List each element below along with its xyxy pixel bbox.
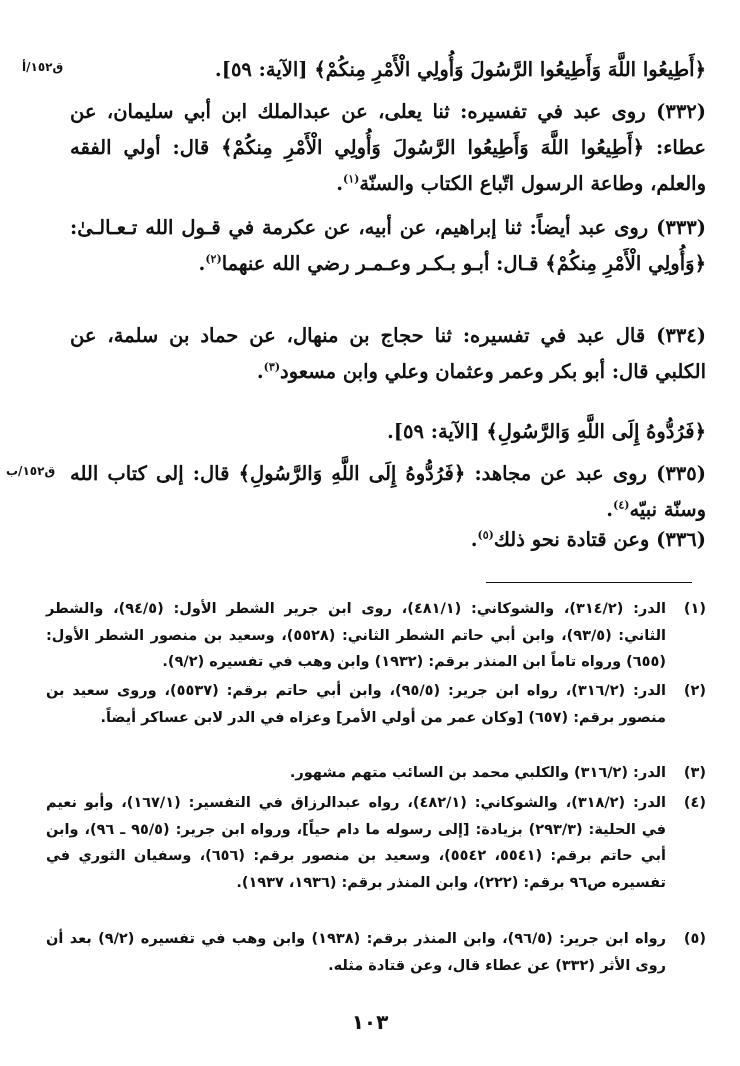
- paragraph-number: (٣٣٦): [656, 528, 706, 551]
- verse-text: ﴿فَرُدُّوهُ إِلَى اللَّهِ وَالرَّسُولِ﴾ [الآية: ٥٩].: [386, 420, 706, 443]
- footnote-ref: (٢): [205, 252, 222, 266]
- paragraph-number: (٣٣٢): [656, 100, 706, 123]
- paragraph-text: وعن قتادة نحو ذلك: [493, 528, 650, 551]
- footnote-number: (١): [683, 601, 706, 617]
- paragraph-332: (٣٣٢) روى عبد في تفسيره: ثنا يعلى، عن عبدالملك ابن أبي سليمان، عن عطاء: ﴿أَطِيعُوا اللَّهَ وَأَطِيعُوا الرَّسُولَ وَأُولِي الْأَمْرِ مِنكُمْ﴾ قال: أولي الفقه والعلم، وطاعة الرسول اتّباع الكتاب والسنّة$^{(١)}$.: [70, 100, 706, 195]
- paragraph-number: (٣٣٣): [656, 216, 706, 239]
- footnote-number: (٣): [683, 765, 706, 781]
- footnote-text: الدر: (٣١٤/٢)، والشوكاني: (٤٨١/١)، روى ابن جرير الشطر الأول: (٩٤/٥)، والشطر الثاني: (٩٣/٥)، وابن أبي حاتم الشطر الثاني: (٥٥٢٨)، وسعيد بن منصور الشطر الأول: (٦٥٥) ورواه تاماً ابن المنذر برقم: (١٩٣٢) وابن وهب في تفسيره (٩/٢).: [46, 601, 667, 670]
- footnote-5: [46, 926, 706, 979]
- footnote-text: الدر: (٣١٦/٢) والكلبي محمد بن السائب متهم مشهور.: [289, 765, 666, 781]
- footnote-number: (٤): [683, 795, 706, 811]
- footnote-text: الدر: (٣١٨/٢)، والشوكاني: (٤٨٢/١)، رواه عبدالرزاق في التفسير: (١٦٧/١)، وأبو نعيم في الحلية: (٢٩٣/٣) بزيادة: [إلى رسوله ما دام حياً]، ورواه ابن جرير: (٩٥/٥ ـ ٩٦)، وابن أبي حاتم برقم: (٥٥٤١، ٥٥٤٢)، وسعيد بن منصور برقم: (٦٥٦)، وسفيان الثوري في تفسيره ص٩٦ برقم: (٢٢٢)، وابن المنذر برقم: (١٩٣٦، ١٩٣٧).: [46, 795, 666, 891]
- footnote-divider: [486, 582, 692, 583]
- paragraph-number: (٣٣٥): [656, 462, 706, 485]
- verse-text: ﴿أَطِيعُوا اللَّهَ وَأَطِيعُوا الرَّسُولَ وَأُولِي الْأَمْرِ مِنكُمْ﴾ [الآية: ٥٩].: [214, 58, 706, 81]
- footnote-3: [46, 760, 706, 787]
- footnote-2: [46, 678, 706, 731]
- footnote-ref: (٥): [477, 528, 494, 542]
- paragraph-text: روى عبد عن مجاهد: ﴿فَرُدُّوهُ إِلَى اللَّهِ وَالرَّسُولِ﴾ قال: إلى كتاب الله وسنّة نبيّه: [70, 462, 706, 521]
- verse-heading-1: [215, 58, 706, 81]
- footnote-1: [46, 596, 706, 676]
- footnote-text: رواه ابن جرير: (٩٦/٥)، وابن المنذر برقم: (١٩٣٨) وابن وهب في تفسيره (٩/٢) بعد أن روى الأثر (٣٣٢) عن عطاء قال، وعن قتادة مثله.: [46, 931, 667, 974]
- footnote-number: (٢): [683, 683, 706, 699]
- paragraph-text: قال عبد في تفسيره: ثنا حجاج بن منهال، عن حماد بن سلمة، عن الكلبي قال: أبو بكر وعمر وعثمان وعلي وابن مسعود: [70, 324, 706, 383]
- paragraph-333: (٣٣٣) روى عبد أيضاً: ثنا إبراهيم، عن أبيه، عن عكرمة في قـول الله تـعـالـىٰ: ﴿وَأُولِي الْأَمْرِ مِنكُمْ﴾ قـال: أبـو بـكـر وعـمـر رضي الله عنهما$^{(٢)}$.: [70, 216, 706, 275]
- footnote-4: [46, 790, 706, 896]
- paragraph-text: روى عبد في تفسيره: ثنا يعلى، عن عبدالملك ابن أبي سليمان، عن عطاء: ﴿أَطِيعُوا اللَّهَ وَأَطِيعُوا الرَّسُولَ وَأُولِي الْأَمْرِ مِنكُمْ﴾ قال: أولي الفقه والعلم، وطاعة الرسول اتّباع الكتاب والسنّة: [70, 100, 706, 195]
- page-number: ١٠٣: [351, 1010, 389, 1034]
- verse-heading-2: [387, 420, 706, 443]
- paragraph-335: (٣٣٥) روى عبد عن مجاهد: ﴿فَرُدُّوهُ إِلَى اللَّهِ وَالرَّسُولِ﴾ قال: إلى كتاب الله وسنّة نبيّه$^{(٤)}$.: [70, 462, 706, 521]
- paragraph-334: (٣٣٤) قال عبد في تفسيره: ثنا حجاج بن منهال، عن حماد بن سلمة، عن الكلبي قال: أبو بكر وعمر وعثمان وعلي وابن مسعود$^{(٣)}$.: [70, 324, 706, 383]
- footnote-ref: (١): [342, 172, 360, 186]
- footnote-text: الدر: (٣١٦/٢)، رواه ابن جرير: (٩٥/٥)، وابن أبي حاتم برقم: (٥٥٣٧)، وروى سعيد بن منصور برقم: (٦٥٧) [وكان عمر من أولي الأمر] وعزاه في الدر لابن عساكر أيضاً.: [46, 683, 666, 726]
- manuscript-folio-note-top: ق١٥٢/أ: [22, 60, 64, 74]
- paragraph-336: (٣٣٦) وعن قتادة نحو ذلك$^{(٥)}$.: [470, 528, 706, 551]
- paragraph-number: (٣٣٤): [656, 324, 706, 347]
- footnote-ref: (٣): [263, 360, 281, 374]
- footnote-ref: (٤): [613, 498, 630, 512]
- footnote-number: (٥): [683, 931, 706, 947]
- manuscript-folio-note-middle: ق١٥٢/ب: [6, 464, 56, 478]
- paragraph-text: روى عبد أيضاً: ثنا إبراهيم، عن أبيه، عن عكرمة في قـول الله تـعـالـىٰ: ﴿وَأُولِي الْأَمْرِ مِنكُمْ﴾ قـال: أبـو بـكـر وعـمـر رضي الله عنهما: [70, 216, 706, 275]
